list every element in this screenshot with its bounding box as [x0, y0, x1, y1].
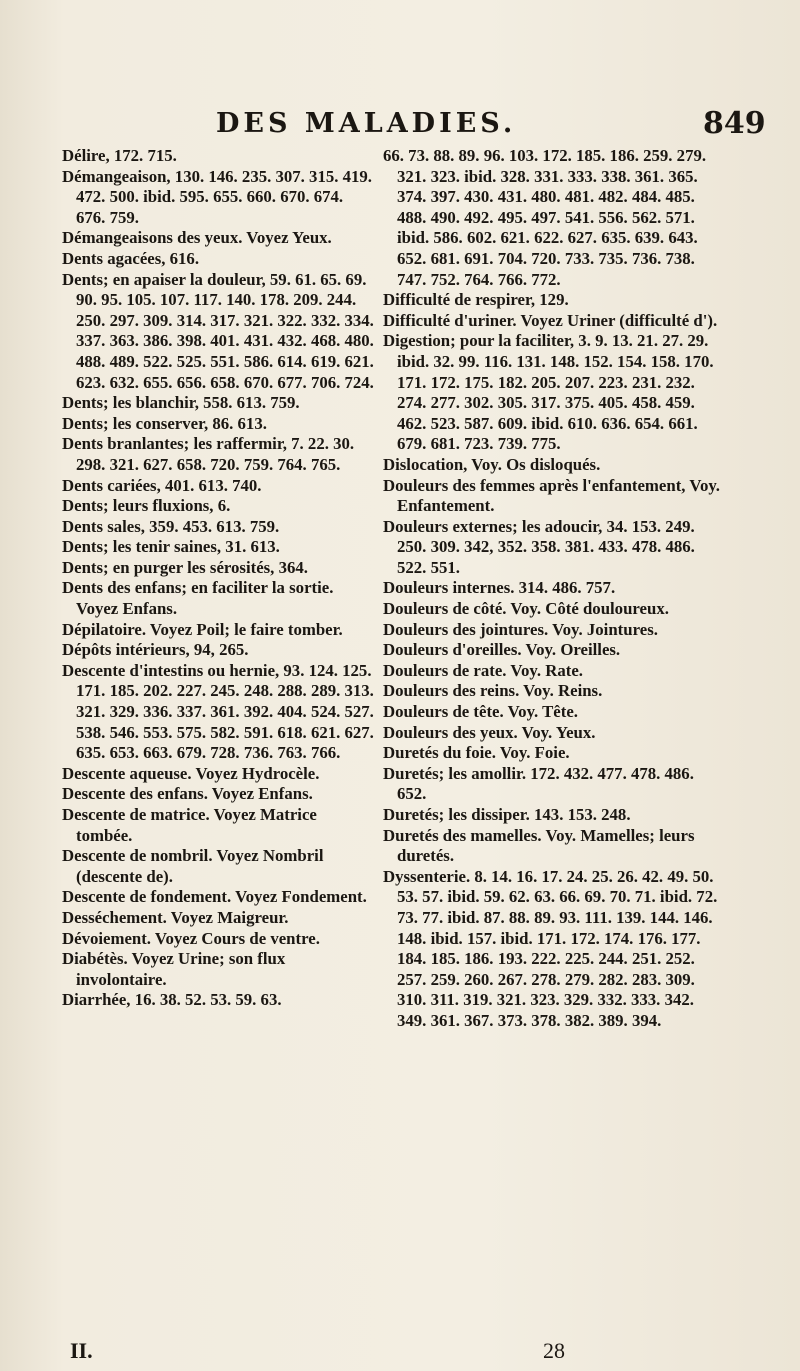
index-entry: Difficulté d'uriner. Voyez Uriner (difficulté d'). [383, 310, 718, 330]
signature-mark: II. [70, 1338, 93, 1363]
index-entry: Descente de nombril. Voyez Nombril (descente de). [62, 846, 324, 886]
index-entry: Descente des enfans. Voyez Enfans. [62, 784, 313, 804]
index-column-left [62, 146, 374, 1011]
index-entry: Douleurs des femmes après l'enfantement, Voy. Enfantement. [383, 475, 721, 516]
index-entry: Dents; les conserver, 86. 613. [62, 413, 267, 433]
index-entry: Douleurs de rate. Voy. Rate. [383, 660, 583, 680]
index-entry: Douleurs externes; les adoucir, 34. 153. 249. 250. 309. 342, 352. 358. 381. 433. 478. 486. 522. 551. [383, 516, 695, 577]
index-entry: Douleurs internes. 314. 486. 757. [383, 578, 616, 598]
index-entry: Douleurs de tête. Voy. Tête. [383, 702, 578, 722]
index-entry: Dents branlantes; les raffermir, 7. 22. 30. 298. 321. 627. 658. 720. 759. 764. 765. [62, 434, 355, 474]
index-entry: Dents sales, 359. 453. 613. 759. [62, 516, 280, 536]
index-entry: Douleurs d'oreilles. Voy. Oreilles. [383, 640, 621, 660]
index-entry: Descente de fondement. Voyez Fondement. [62, 887, 367, 907]
index-entry: Dents; leurs fluxions, 6. [62, 496, 231, 516]
running-title: DES MALADIES. [216, 108, 517, 139]
index-entry: Duretés du foie. Voy. Foie. [383, 743, 570, 763]
index-entry: Douleurs de côté. Voy. Côté douloureux. [383, 599, 669, 619]
index-entry: Démangeaisons des yeux. Voyez Yeux. [62, 228, 332, 248]
index-entry: Descente d'intestins ou hernie, 93. 124. 125. 171. 185. 202. 227. 245. 248. 288. 289. 313. 321. 329. 336. 337. 361. 392. 404. 524. 527. 538. 546. 553. 575. 582. 591. 618. 621. 627. 635. 653. 663. 679. 728. 736. 763. 766. [62, 660, 374, 763]
index-entry: Dislocation, Voy. Os disloqués. [383, 454, 601, 474]
index-entry: Dents; les blanchir, 558. 613. 759. [62, 393, 300, 413]
index-entry: Descente de matrice. Voyez Matrice tombée. [62, 805, 317, 845]
index-entry: Diabétès. Voyez Urine; son flux involontaire. [62, 949, 286, 989]
index-entry: Dyssenterie. 8. 14. 16. 17. 24. 25. 26. 42. 49. 50. 53. 57. ibid. 59. 62. 63. 66. 69. 70. 71. ibid. 72. 73. 77. ibid. 87. 88. 89. 93. 111. 139. 144. 146. 148. ibid. 157. ibid. 171. 172. 174. 176. 177. 184. 185. 186. 193. 222. 225. 244. 251. 252. 257. 259. 260. 267. 278. 279. 282. 283. 309. 310. 311. 319. 321. 323. 329. 332. 333. 342. 349. 361. 367. 373. 378. 382. 389. 394. [383, 866, 718, 1030]
index-entry: Descente aqueuse. Voyez Hydrocèle. [62, 763, 320, 783]
index-entry: Dépôts intérieurs, 94, 265. [62, 640, 249, 660]
index-entry: Diarrhée, 16. 38. 52. 53. 59. 63. [62, 990, 282, 1010]
page-number: 28 [543, 1338, 565, 1363]
index-entry: 66. 73. 88. 89. 96. 103. 172. 185. 186. 259. 279. 321. 323. ibid. 328. 331. 333. 338. 361. 365. 374. 397. 430. 431. 480. 481. 482. 484. 485. 488. 490. 492. 495. 497. 541. 556. 562. 571. ibid. 586. 602. 621. 622. 627. 635. 639. 643. 652. 681. 691. 704. 720. 733. 735. 736. 738. 747. 752. 764. 766. 772. [383, 146, 707, 289]
index-entry: Dévoiement. Voyez Cours de ventre. [62, 928, 320, 948]
index-entry: Dépilatoire. Voyez Poil; le faire tomber. [62, 619, 343, 639]
index-entry: Dents; en apaiser la douleur, 59. 61. 65. 69. 90. 95. 105. 107. 117. 140. 178. 209. 244. 250. 297. 309. 314. 317. 321. 322. 332. 334. 337. 363. 386. 398. 401. 431. 432. 468. 480. 488. 489. 522. 525. 551. 586. 614. 619. 621. 623. 632. 655. 656. 658. 670. 677. 706. 724. [62, 269, 374, 392]
index-entry: Délire, 172. 715. [62, 146, 177, 165]
index-entry: Dents; les tenir saines, 31. 613. [62, 537, 280, 557]
index-entry: Douleurs des reins. Voy. Reins. [383, 681, 603, 701]
index-entry: Duretés; les amollir. 172. 432. 477. 478. 486. 652. [383, 763, 694, 804]
index-entry: Dents des enfans; en faciliter la sortie. Voyez Enfans. [62, 578, 334, 619]
page-folio: 849 [703, 106, 766, 141]
index-entry: Démangeaison, 130. 146. 235. 307. 315. 419. 472. 500. ibid. 595. 655. 660. 670. 674. 676. 759. [62, 166, 372, 227]
index-entry: Duretés des mamelles. Voy. Mamelles; leurs duretés. [383, 825, 695, 866]
index-entry: Douleurs des yeux. Voy. Yeux. [383, 722, 596, 742]
index-entry: Dents cariées, 401. 613. 740. [62, 475, 262, 495]
index-column-right [383, 146, 723, 1032]
index-entry: Dents agacées, 616. [62, 248, 200, 268]
index-entry: Duretés; les dissiper. 143. 153. 248. [383, 805, 631, 824]
index-entry: Digestion; pour la faciliter, 3. 9. 13. 21. 27. 29. ibid. 32. 99. 116. 131. 148. 152. 154. 158. 170. 171. 172. 175. 182. 205. 207. 223. 231. 232. 274. 277. 302. 305. 317. 375. 405. 458. 459. 462. 523. 587. 609. ibid. 610. 636. 654. 661. 679. 681. 723. 739. 775. [383, 331, 714, 454]
index-entry: Douleurs des jointures. Voy. Jointures. [383, 619, 658, 639]
index-entry: Desséchement. Voyez Maigreur. [62, 907, 289, 927]
index-entry: Dents; en purger les sérosités, 364. [62, 557, 308, 577]
index-entry: Difficulté de respirer, 129. [383, 290, 569, 310]
